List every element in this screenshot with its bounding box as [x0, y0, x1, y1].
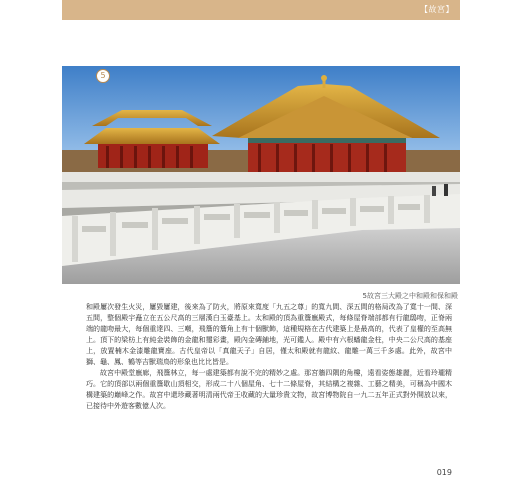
- palace-illustration: [62, 66, 460, 284]
- section-label: 【故宮】: [420, 5, 454, 14]
- photo-caption: 5故宮三大殿之中和殿和保和殿: [362, 292, 458, 300]
- article-body: [86, 302, 452, 412]
- paragraph-2: 故宮中殿堂廡廊，飛簷林立，每一處建築都有說不完的精妙之處。那宮牆四隅的角樓，遠看姿態雄麗，近看玲瓏精巧。它的頂部以兩個重簷歇山頂相交，形成二十八個屋角、七十二條屋脊，其結構之複雜、工藝之精美，可稱為中國木構建築的巔峰之作。故宮中還珍藏著明清兩代帝王收藏的大量珍貴文物，故宮博物院自一九二五年正式對外開放以來，已接待中外遊客數億人次。: [86, 369, 452, 410]
- section-header-band: [62, 0, 460, 20]
- photo-number-badge: 5: [96, 69, 110, 83]
- palace-photo: [62, 66, 460, 284]
- page-number: 019: [436, 468, 452, 477]
- paragraph-1: 和殿屢次發生火災，屢毀屢建，後來為了防火，將原來寬度「九五之尊」的寬九間、深五間的格局改為了寬十一間、深五間，整個殿宇矗立在五公尺高的三層漢白玉臺基上。太和殿的頂為重簷廡殿式，每條屋脊端部都有行龍鴟吻，正脊兩端的龍吻最大，每個重達四、三噸，飛簷的簷角上有十個獸飾，這種規格在古代建築上是最高的，代表了皇權的至高無上。頂下的梁枋上有純金裝飾的金龍和璽彩畫，殿內金磚鋪地，光可鑑人。殿中有六根蟠龍金柱，中央二公尺高的基座上，放置楠木金漆雕龍寶座。古代皇帝以「真龍天子」自居，僅太和殿就有龍紋、龍雕一萬三千多處。此外，故宮中獅、龜、鳳、鶴等吉獸瑞鳥的形象也比比皆是。: [86, 303, 452, 366]
